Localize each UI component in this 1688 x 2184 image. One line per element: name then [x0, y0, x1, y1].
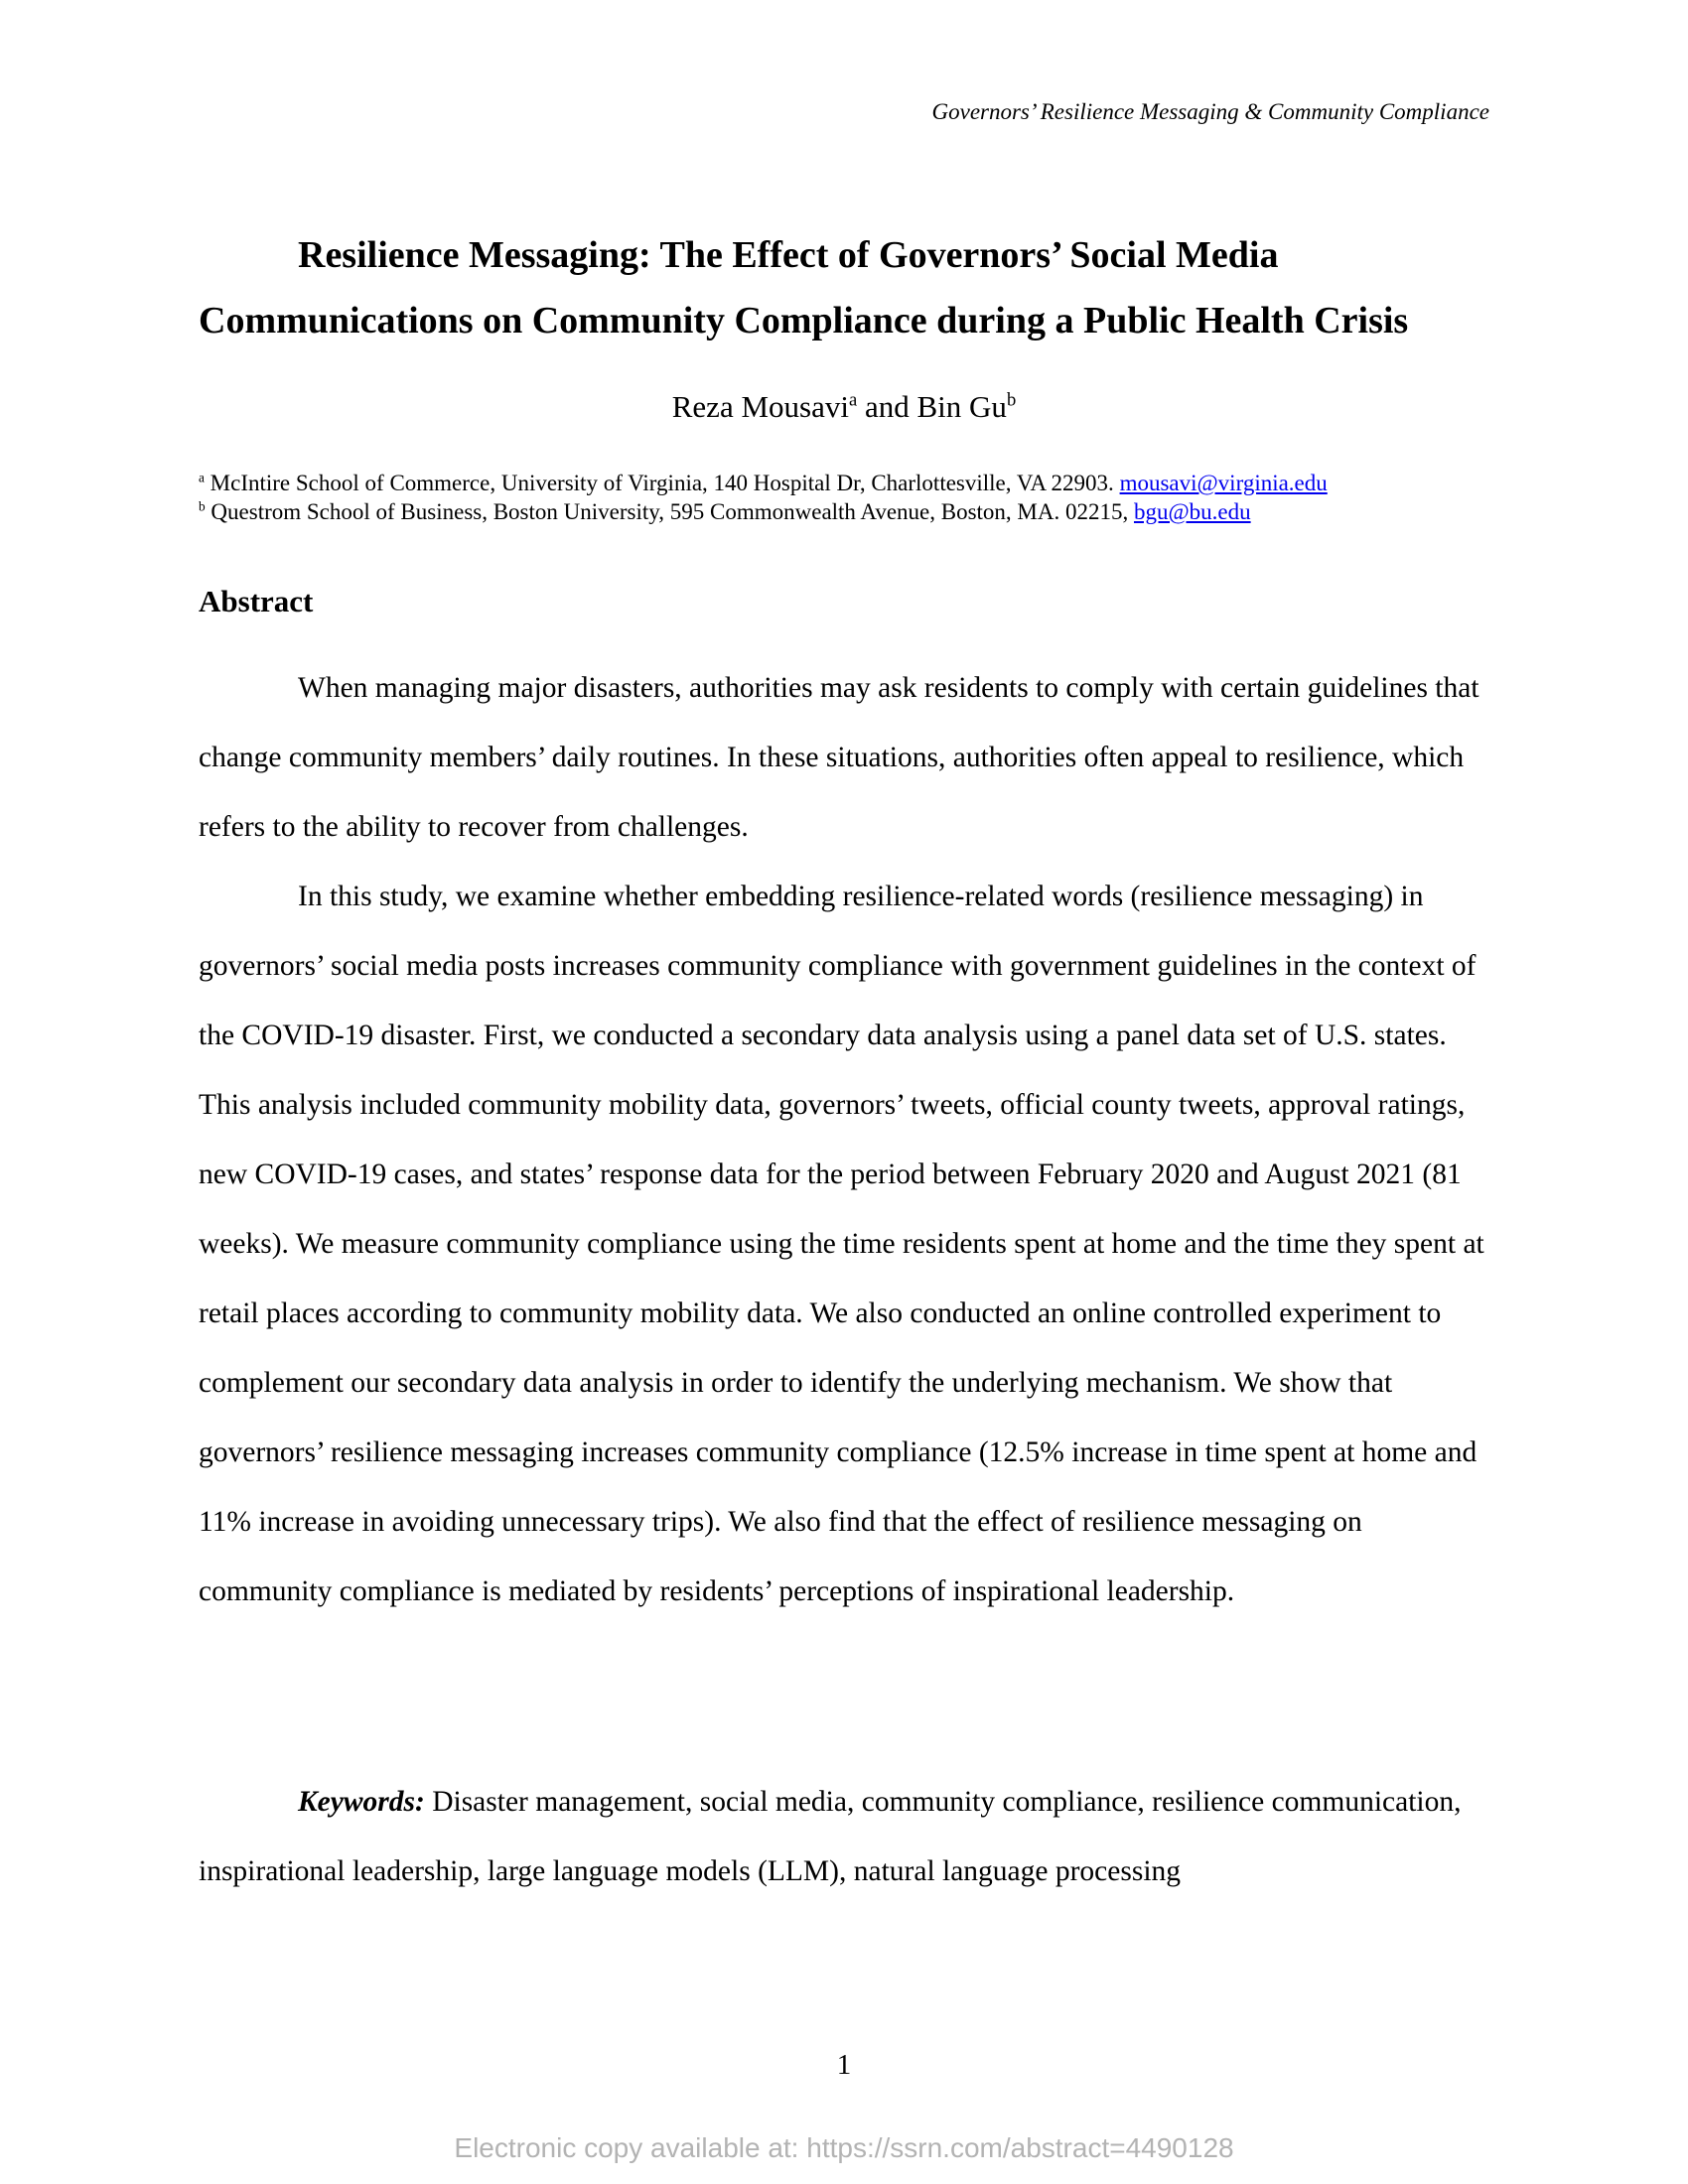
ssrn-footer: Electronic copy available at: https://ssrn.com/abstract=4490128	[454, 2132, 1234, 2163]
affiliations	[199, 469, 1489, 526]
affiliation-b	[199, 497, 1489, 526]
abstract-paragraph: When managing major disasters, authorities may ask residents to comply with certain guidelines that change community members’ daily routines. In these situations, authorities often appeal to resilience, which refers to the ability to recover from challenges.	[199, 672, 1479, 843]
abstract-heading: Abstract	[199, 584, 314, 618]
affiliation-mark: b	[1006, 389, 1017, 411]
abstract-paragraph: In this study, we examine whether embedding resilience-related words (resilience messaging) in governors’ social media posts increases community compliance with government guidelines in the context of the COVID-19 disaster. First, we conducted a secondary data analysis using a panel data set of U.S. states. This analysis included community mobility data, governors’ tweets, official county tweets, approval ratings, new COVID-19 cases, and states’ response data for the period between February 2020 and August 2021 (81 weeks). We measure community compliance using the time residents spent at home and the time they spent at retail places according to community mobility data. We also conducted an online controlled experiment to complement our secondary data analysis in order to identify the underlying mechanism. We show that governors’ resilience messaging increases community compliance (12.5% increase in time spent at home and 11% increase in avoiding unnecessary trips). We also find that the effect of resilience messaging on community compliance is mediated by residents’ perceptions of inspirational leadership.	[199, 881, 1484, 1607]
affiliation-text: Questrom School of Business, Boston University, 595 Commonwealth Avenue, Boston, MA. 02215,	[211, 499, 1129, 524]
affiliation-mark: b	[199, 498, 206, 514]
affiliation-mark: a	[199, 470, 205, 485]
page-number: 1	[836, 2049, 852, 2081]
keywords-paragraph	[199, 1767, 1489, 1906]
running-header: Governors’ Resilience Messaging & Community Compliance	[931, 99, 1489, 124]
email-link[interactable]: bgu@bu.edu	[1133, 499, 1251, 524]
affiliation-mark: a	[848, 389, 858, 411]
author-name: Reza Mousavi	[671, 389, 849, 424]
author-name: Bin Gu	[916, 389, 1007, 424]
title-line-2: Communications on Community Compliance during a Public Health Crisis	[199, 300, 1409, 341]
keywords-label: Keywords:	[298, 1786, 425, 1818]
keywords-text: Disaster management, social media, community compliance, resilience communication, inspirational leadership, large language models (LLM), natural language processing	[199, 1786, 1462, 1887]
keywords	[199, 1767, 1489, 1906]
abstract-body	[199, 653, 1489, 1626]
paper-title	[199, 222, 1489, 353]
affiliation-text: McIntire School of Commerce, University of Virginia, 140 Hospital Dr, Charlottesville, VA 22903.	[210, 471, 1114, 495]
author-conjunction: and	[864, 389, 910, 424]
email-link[interactable]: mousavi@virginia.edu	[1119, 471, 1328, 495]
author-list	[0, 389, 1688, 425]
affiliation-a	[199, 469, 1489, 497]
title-line-1: Resilience Messaging: The Effect of Governors’ Social Media	[298, 234, 1279, 276]
